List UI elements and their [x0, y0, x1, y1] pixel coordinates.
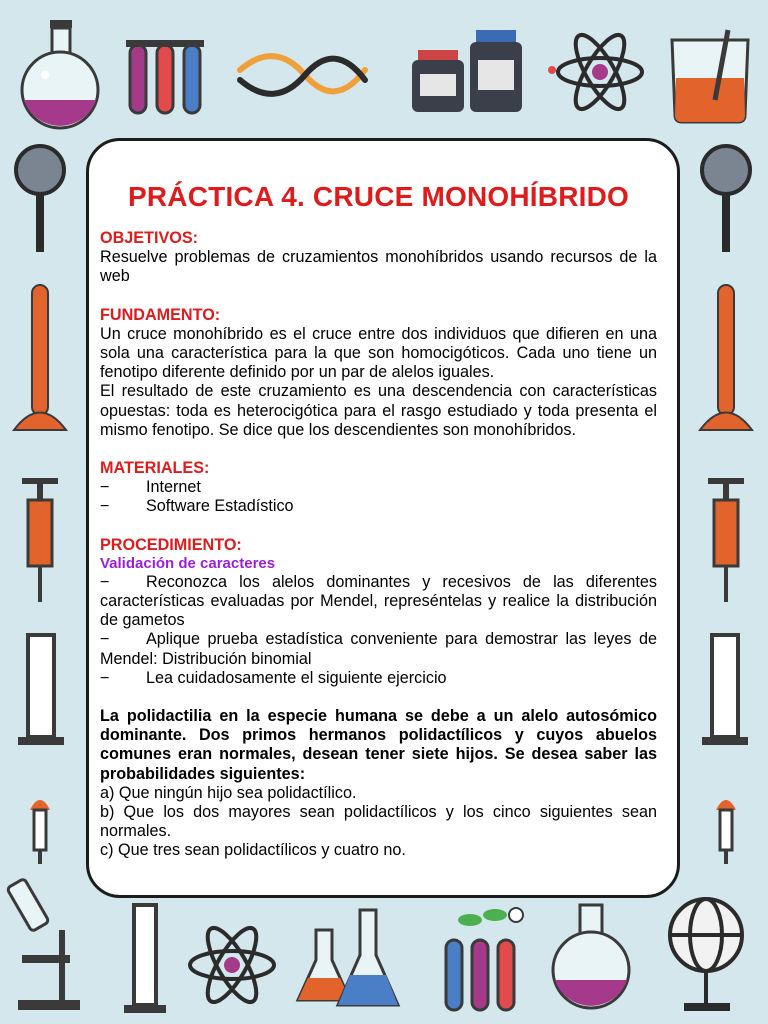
round-flask-icon	[553, 905, 629, 1008]
objetivos-text: Resuelve problemas de cruzamientos monohíbridos usando recursos de la web	[100, 248, 657, 286]
atom-icon	[190, 922, 274, 1009]
list-item	[100, 573, 657, 631]
objetivos-heading: OBJETIVOS:	[100, 229, 199, 247]
test-tubes-icon	[126, 40, 204, 113]
beaker-icon	[672, 30, 748, 122]
list-item-text: Aplique prueba estadística conveniente para demostrar las leyes de Mendel: Distribución binomial	[100, 630, 657, 668]
list-item	[100, 497, 657, 516]
document-body	[100, 180, 657, 861]
dna-icon	[240, 56, 365, 94]
exercise-statement: La polidactilia en la especie humana se debe a un alelo autosómico dominante. Dos primos hermanos polidactílicos y cuyos abuelos comunes eran normales, desean tener siete hijos. Se desea saber las probabilidades siguientes:	[100, 707, 657, 783]
exercise-question-b: b) Que los dos mayores sean polidactílicos y los cinco siguientes sean normales.	[100, 803, 657, 841]
list-item-text: Internet	[146, 478, 201, 497]
list-item-text: Software Estadístico	[146, 497, 294, 516]
fundamento-paragraph-2: El resultado de este cruzamiento es una descendencia con características opuestas: toda es heterocigótica para el rasgo estudiado y toda presenta el mismo fenotipo. Se dice que los descendientes son monohíbridos.	[100, 382, 657, 439]
list-item-text: Reconozca los alelos dominantes y recesivos de las diferentes características evaluadas por Mendel, represéntelas y realice la distribución de gametos	[100, 572, 657, 630]
exercise-question-c: c) Que tres sean polidactílicos y cuatro no.	[100, 841, 406, 860]
round-flask-icon	[22, 20, 98, 128]
procedimiento-subheading: Validación de caracteres	[100, 554, 276, 572]
list-item	[100, 630, 657, 668]
list-dash: −	[100, 572, 110, 591]
materiales-heading: MATERIALES:	[100, 459, 210, 478]
plant-tubes-icon	[446, 908, 523, 1010]
list-dash: −	[100, 497, 110, 516]
jars-icon	[412, 30, 522, 112]
list-dash: −	[100, 630, 110, 649]
microscope-icon	[7, 878, 80, 1010]
list-dash: −	[100, 668, 110, 687]
page-title: PRÁCTICA 4. CRUCE MONOHÍBRIDO	[128, 181, 629, 212]
erlenmeyer-flasks-icon	[298, 910, 398, 1005]
globe-icon	[670, 899, 742, 1011]
list-item	[100, 478, 657, 497]
exercise-question-a: a) Que ningún hijo sea polidactílico.	[100, 783, 357, 802]
atom-icon	[548, 29, 642, 116]
list-item-text: Lea cuidadosamente el siguiente ejercicio	[146, 668, 447, 687]
fundamento-heading: FUNDAMENTO:	[100, 305, 221, 324]
list-dash: −	[100, 478, 110, 497]
procedimiento-heading: PROCEDIMIENTO:	[100, 535, 242, 554]
fundamento-paragraph-1: Un cruce monohíbrido es el cruce entre dos individuos que difieren en una sola una característica para la que son homocigóticos. Cada uno tiene un fenotipo diferente definido por un par de alelos iguales.	[100, 324, 657, 382]
list-item	[100, 669, 657, 688]
